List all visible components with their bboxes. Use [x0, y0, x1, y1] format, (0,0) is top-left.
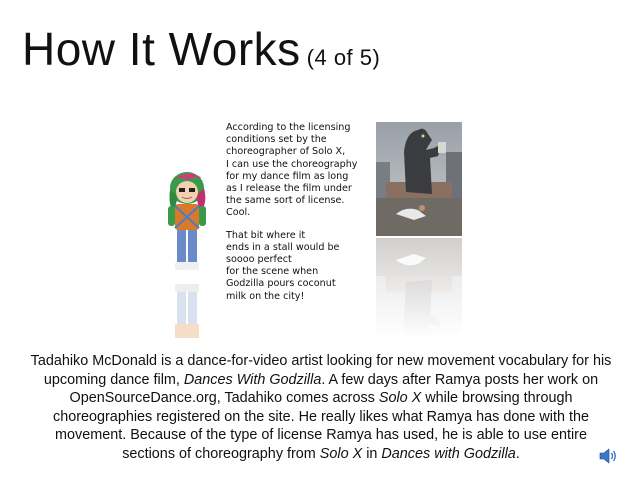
speech-paragraph-2: That bit where it ends in a stall would be soooo perfect for the scene when Godzilla pours coconut milk on the city! [226, 229, 340, 302]
body-text-3: while browsing through choreographies registered on the site. He really likes what Ramya has done with the movement. Because of the type of license Ramya has used, he is able to use entire sections of choreography from [53, 390, 589, 462]
body-text-5: . [515, 445, 520, 462]
speech-text [226, 122, 364, 313]
godzilla-photo [376, 122, 462, 236]
illustration [160, 120, 478, 340]
godzilla-photo-reflection [376, 238, 462, 338]
page-title [22, 22, 380, 76]
title-subtitle: (4 of 5) [306, 45, 381, 70]
choreography-title: Solo X [319, 445, 363, 462]
body-text-4: in [362, 445, 382, 462]
avatar-figure [164, 166, 210, 276]
description-text [30, 352, 612, 464]
title-main: How It Works [22, 23, 301, 75]
avatar-reflection [164, 278, 210, 338]
film-title: Dances with Godzilla [381, 445, 516, 462]
speech-paragraph-1: According to the licensing conditions set by the choreographer of Solo X, I can use the choreography for my dance film as long as I release the film under the same sort of license. Cool. [226, 122, 358, 219]
choreography-title: Solo X [378, 390, 422, 407]
body-text-1: Tadahiko McDonald is a dance-for-video artist looking for new movement vocabulary for his upcoming dance film, [30, 353, 612, 388]
speaker-icon[interactable] [598, 446, 618, 466]
film-title: Dances With Godzilla [183, 371, 322, 388]
body-text-2: . A few days after Ramya posts her work on OpenSourceDance.org, Tadahiko comes across [69, 371, 599, 407]
